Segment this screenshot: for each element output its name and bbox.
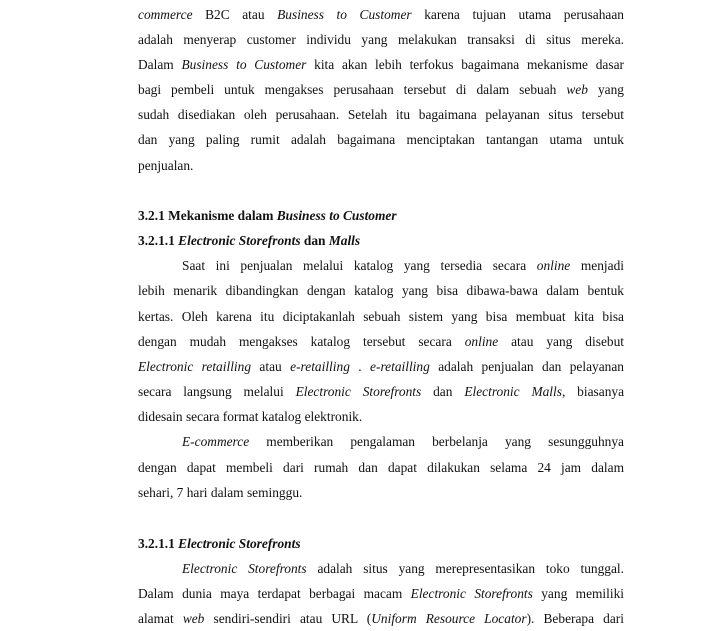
paragraph-1-line: adalah menyerap customer individu yang melakukan transaksi di situs mereka. <box>138 32 624 47</box>
paragraph-1-line: Dalam Business to Customer kita akan lebih terfokus bagaimana mekanisme dasar <box>138 57 624 72</box>
italic-term: e-retailling <box>290 359 350 374</box>
paragraph-4-line: alamat web sendiri-sendiri atau URL (Uniform Resource Locator). Beberapa dari <box>138 611 624 626</box>
italic-term: Electronic Storefronts <box>178 536 301 551</box>
paragraph-2-line: secara langsung melalui Electronic Storefronts dan Electronic Malls, biasanya <box>138 384 625 399</box>
paragraph-2-line: lebih menarik dibandingkan dengan katalog yang bisa dibawa-bawa dalam bentuk <box>138 283 624 298</box>
italic-term: E-commerce <box>182 434 250 449</box>
italic-term: Electronic Malls <box>464 384 562 399</box>
paragraph-1-line: commerce B2C atau Business to Customer karena tujuan utama perusahaan <box>138 7 625 22</box>
paragraph-3-line: E-commerce memberikan pengalaman berbelanja yang sesungguhnya <box>182 434 624 449</box>
italic-term: web <box>566 82 588 97</box>
italic-term: web <box>182 611 205 626</box>
paragraph-3-line: dengan dapat membeli dari rumah dan dapat dilakukan selama 24 jam dalam <box>138 460 624 475</box>
italic-term: online <box>536 258 571 273</box>
subsection-heading-electronic-storefronts: 3.2.1.1 Electronic Storefronts <box>138 536 301 551</box>
italic-term: Electronic Storefronts <box>178 233 301 248</box>
italic-term: Business to Customer <box>276 208 397 223</box>
paragraph-2-line: Electronic retailling atau e-retailling . e-retailling adalah penjualan dan pelayanan <box>138 359 625 374</box>
italic-term: e-retailling <box>370 359 430 374</box>
paragraph-2-line: Saat ini penjualan melalui katalog yang tersedia secara online menjadi <box>182 258 624 273</box>
paragraph-1-line: penjualan. <box>138 158 194 173</box>
paragraph-1-line: bagi pembeli untuk mengakses perusahaan tersebut di dalam sebuah web yang <box>138 82 624 97</box>
italic-term: Electronic retailling <box>138 359 252 374</box>
subsection-heading-electronic-storefronts-malls: 3.2.1.1 Electronic Storefronts dan Malls <box>138 233 361 248</box>
italic-term: Uniform Resource Locator <box>371 611 527 626</box>
paragraph-4-line: Electronic Storefronts adalah situs yang merepresentasikan toko tunggal. <box>182 561 624 576</box>
paragraph-2-line: dengan mudah mengakses katalog tersebut secara online atau yang disebut <box>138 334 624 349</box>
italic-term: online <box>464 334 499 349</box>
paragraph-4-line: Dalam dunia maya terdapat berbagai macam Electronic Storefronts yang memiliki <box>138 586 624 601</box>
italic-term: commerce <box>138 7 193 22</box>
paragraph-2-line: didesain secara format katalog elektronik. <box>138 409 363 424</box>
paragraph-3-line: sehari, 7 hari dalam seminggu. <box>138 485 303 500</box>
italic-term: Electronic Storefronts <box>410 586 533 601</box>
italic-term: Business to Customer <box>277 7 412 22</box>
italic-term: Malls <box>328 233 361 248</box>
paragraph-1-line: dan yang paling rumit adalah bagaimana menciptakan tantangan utama untuk <box>138 132 624 147</box>
italic-term: Electronic Storefronts <box>295 384 422 399</box>
italic-term: Business to Customer <box>181 57 307 72</box>
paragraph-2-line: kertas. Oleh karena itu diciptakanlah sebuah sistem yang bisa membuat kita bisa <box>138 309 624 324</box>
italic-term: Electronic Storefronts <box>182 561 307 576</box>
paragraph-1-line: sudah disediakan oleh perusahaan. Setelah itu bagaimana pelayanan situs tersebut <box>138 107 624 122</box>
section-heading-3-2-1: 3.2.1 Mekanisme dalam Business to Customer <box>138 208 397 223</box>
